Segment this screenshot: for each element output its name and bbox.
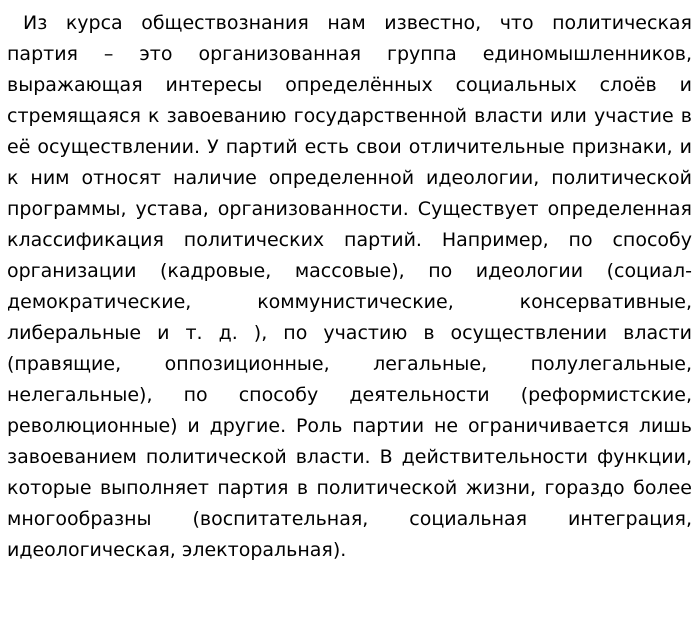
- body-paragraph: Из курса обществознания нам известно, что политическая партия – это организованная группа единомышленников, выражающая интересы определённых социальных слоёв и стремящаяся к завоеванию государственной власти или участие в её осуществлении. У партий есть свои отличительные признаки, и к ним относят наличие определенной идеологии, политической программы, устава, организованности. Существует определенная классификация политических партий. Например, по способу организации (кадровые, массовые), по идеологии (социал-демократические, коммунистические, консервативные, либеральные и т. д. ), по участию в осуществлении власти (правящие, оппозиционные, легальные, полулегальные, нелегальные), по способу деятельности (реформистские, революционные) и другие. Роль партии не ограничивается лишь завоеванием политической власти. В действительности функции, которые выполняет партия в политической жизни, гораздо более многообразны (воспитательная, социальная интеграция, идеологическая, электоральная).: [7, 12, 692, 561]
